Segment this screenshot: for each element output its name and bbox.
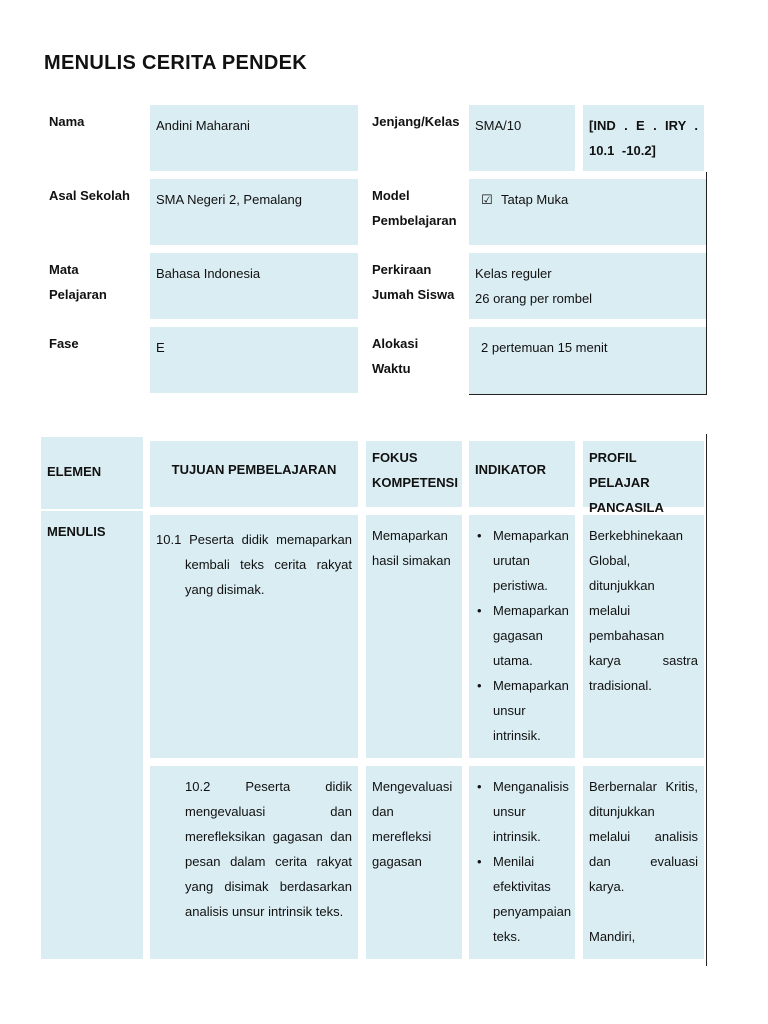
row1-indikator-list xyxy=(475,523,569,748)
elemen-cell xyxy=(41,511,143,959)
row1-fokus: Memaparkan hasil simakan xyxy=(372,528,451,568)
fase-value-cell xyxy=(150,327,358,393)
kode-cell xyxy=(583,105,704,171)
row1-fokus-cell xyxy=(366,515,462,758)
perkiraan-value-cell xyxy=(469,253,706,319)
header-fokus xyxy=(366,441,462,507)
alokasi-value-cell xyxy=(469,327,706,394)
header-fokus-text: FOKUS KOMPETENSI xyxy=(372,450,458,490)
mapel-value-cell xyxy=(150,253,358,319)
row2-indikator-cell xyxy=(469,766,575,959)
page-title: MENULIS CERITA PENDEK xyxy=(44,52,307,74)
row1-profil-cell xyxy=(583,515,704,758)
row2-profil-cell xyxy=(583,766,704,959)
header-elemen xyxy=(41,437,143,509)
row2-profil-gap xyxy=(589,899,698,924)
header-indikator-text: INDIKATOR xyxy=(475,462,547,477)
header-elemen-text: ELEMEN xyxy=(47,464,102,479)
list-item: • Memaparkan urutan peristiwa. xyxy=(487,523,569,598)
row1-profil: Berkebhinekaan Global, ditunjukkan melalui pembahasan karya sastra tradisional. xyxy=(589,528,698,693)
row2-indikator-list xyxy=(475,774,572,949)
nama-value: Andini Maharani xyxy=(156,118,250,133)
jenjang-label: Jenjang/Kelas xyxy=(372,114,460,129)
alokasi-value: 2 pertemuan 15 menit xyxy=(481,340,608,355)
jenjang-value-cell xyxy=(469,105,575,171)
header-tujuan-text: TUJUAN PEMBELAJARAN xyxy=(171,462,337,477)
header-tujuan xyxy=(150,441,358,507)
fase-label: Fase xyxy=(49,336,79,351)
perkiraan-line1: Kelas reguler xyxy=(475,266,552,281)
header-indikator xyxy=(469,441,575,507)
perkiraan-line2: 26 orang per rombel xyxy=(475,291,593,306)
row1-indikator-cell xyxy=(469,515,575,758)
model-label: Model Pembelajaran xyxy=(372,188,457,228)
asal-value-cell xyxy=(150,179,358,245)
header-profil xyxy=(583,441,704,515)
asal-label: Asal Sekolah xyxy=(49,188,130,203)
nama-value-cell xyxy=(150,105,358,171)
table-right-border xyxy=(706,434,707,966)
jenjang-value: SMA/10 xyxy=(475,118,522,133)
header-profil-text: PROFIL PELAJAR PANCASILA xyxy=(589,450,664,515)
alokasi-label: Alokasi Waktu xyxy=(372,336,419,376)
perkiraan-label: Perkiraan Jumah Siswa xyxy=(372,262,455,302)
row1-tujuan: 10.1 Peserta didik memaparkan kembali teks cerita rakyat yang disimak. xyxy=(156,532,352,597)
asal-value: SMA Negeri 2, Pemalang xyxy=(156,192,302,207)
row2-profil: Berbernalar Kritis, ditunjukkan melalui analisis dan evaluasi karya. xyxy=(589,779,698,894)
model-value: Tatap Muka xyxy=(501,192,569,207)
identity-right-border xyxy=(706,172,707,395)
list-item: • Menganalisis unsur intrinsik. xyxy=(487,774,569,849)
fase-value: E xyxy=(156,340,165,355)
kode-value: [IND . E . IRY . 10.1 -10.2] xyxy=(589,118,698,158)
mapel-label: Mata Pelajaran xyxy=(49,262,107,302)
elemen-value: MENULIS xyxy=(47,524,106,539)
list-item: • Memaparkan gagasan utama. xyxy=(487,598,569,673)
model-value-cell xyxy=(469,179,706,245)
checkbox-checked-icon: ☑ xyxy=(481,192,493,207)
mapel-value: Bahasa Indonesia xyxy=(156,266,261,281)
row2-fokus: Mengevaluasi dan merefleksi gagasan xyxy=(372,779,453,869)
list-item: • Menilai efektivitas penyampaian teks. xyxy=(487,849,569,949)
row2-tujuan: 10.2 Peserta didik mengevaluasi dan merefleksikan gagasan dan pesan dalam cerita rakyat yang disimak berdasarkan analisis unsur intrinsik teks. xyxy=(185,779,352,919)
list-item: • Memaparkan unsur intrinsik. xyxy=(487,673,569,748)
row1-tujuan-cell xyxy=(150,515,358,758)
nama-label: Nama xyxy=(49,114,85,129)
identity-bottom-border xyxy=(469,394,707,395)
row2-profil-extra: Mandiri, xyxy=(589,929,636,944)
row2-fokus-cell xyxy=(366,766,462,959)
row2-tujuan-cell xyxy=(150,766,358,959)
